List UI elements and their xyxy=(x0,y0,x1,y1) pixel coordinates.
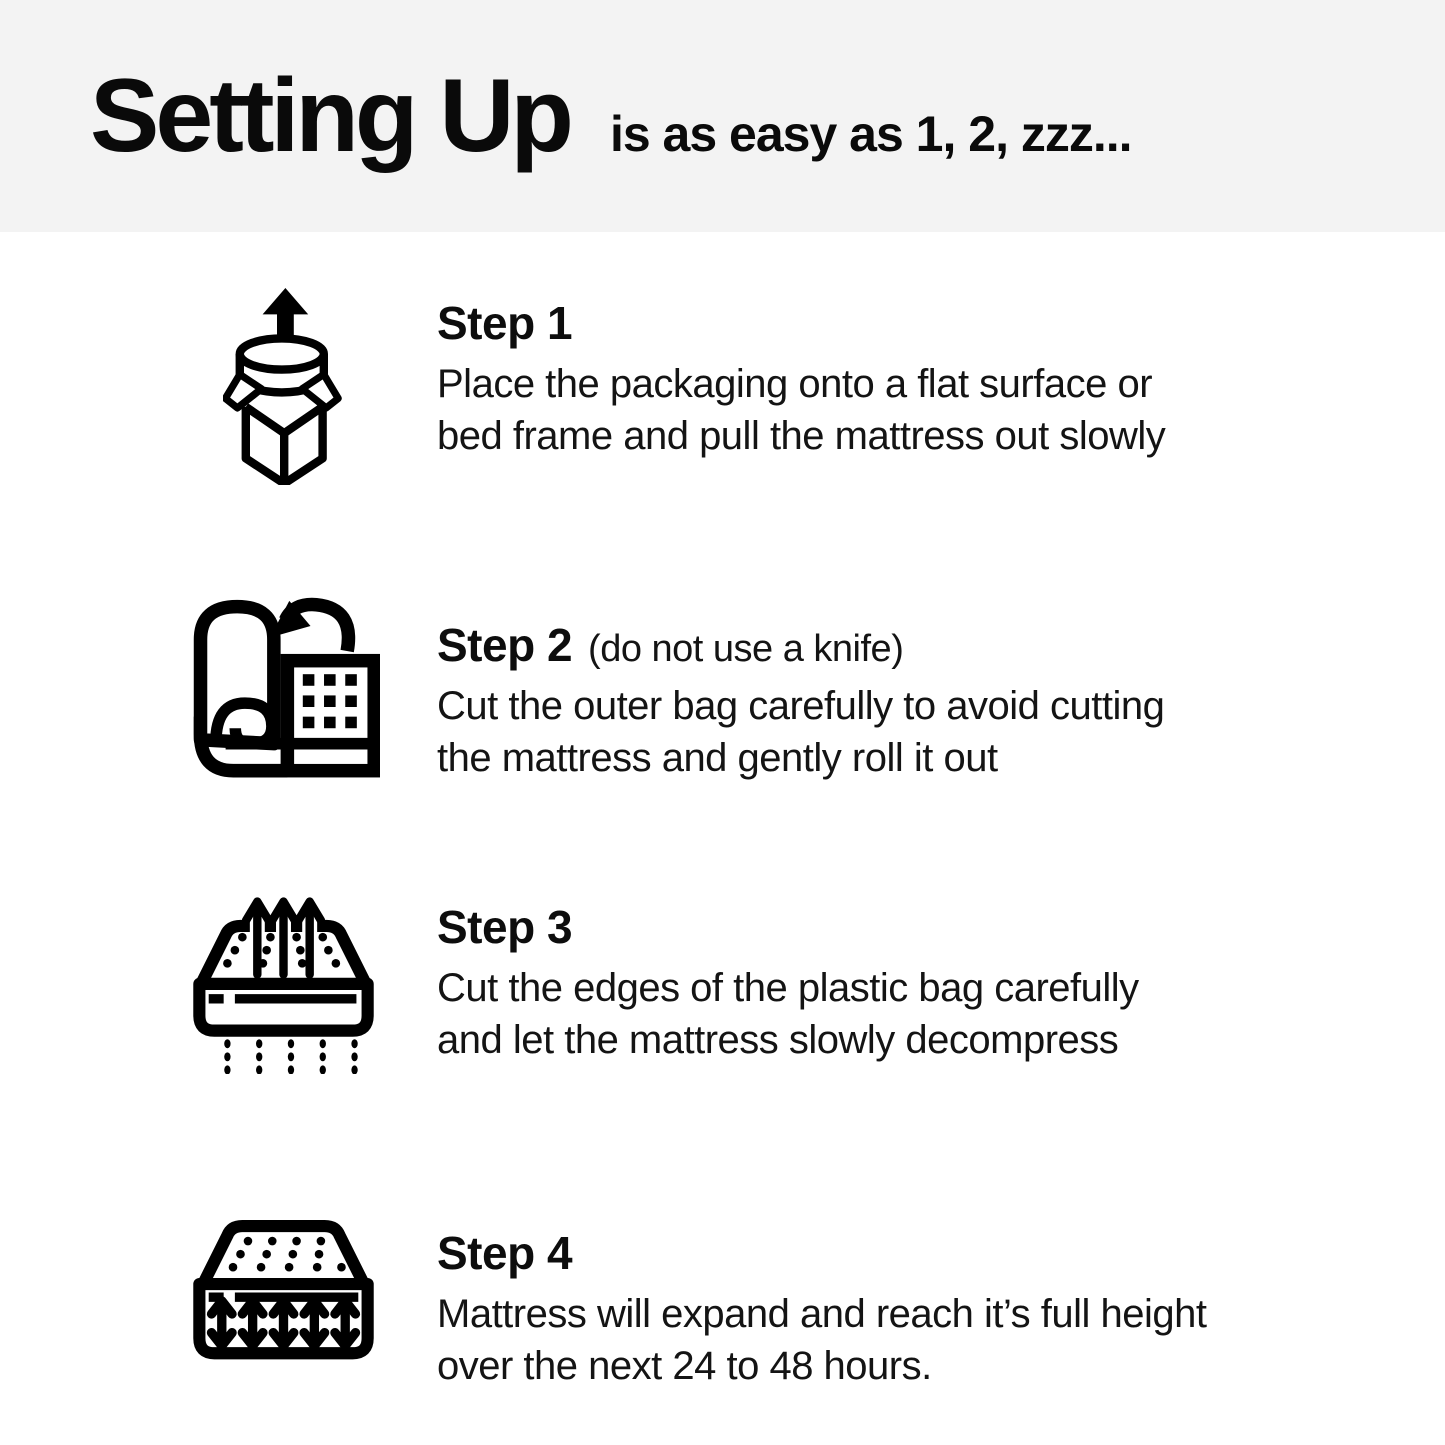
step4-text xyxy=(437,1226,1207,1392)
step3-icon-box xyxy=(190,896,377,1074)
step2-icon-box xyxy=(187,597,380,786)
step1-heading: Step 1 xyxy=(437,297,573,349)
mattress-expand-icon xyxy=(190,1213,377,1363)
header-banner xyxy=(0,0,1445,232)
step3-line2: and let the mattress slowly decompress xyxy=(437,1018,1119,1062)
step2-heading: Step 2 xyxy=(437,619,573,671)
step2-text xyxy=(437,618,1164,784)
mattress-decompress-icon xyxy=(190,896,377,1074)
step3-heading: Step 3 xyxy=(437,901,573,953)
mattress-out-of-box-icon xyxy=(223,288,343,485)
unroll-mattress-icon xyxy=(187,597,380,786)
step2-note: (do not use a knife) xyxy=(588,628,904,670)
bottom-dots xyxy=(224,1039,358,1073)
step1-line1: Place the packaging onto a flat surface or xyxy=(437,362,1153,406)
step1-description xyxy=(437,358,1165,462)
step3-text xyxy=(437,900,1139,1066)
step4-line2: over the next 24 to 48 hours. xyxy=(437,1344,932,1388)
step4-description xyxy=(437,1288,1207,1392)
step4-line1: Mattress will expand and reach it’s full height xyxy=(437,1292,1207,1336)
step1-text xyxy=(437,296,1165,462)
step2-line1: Cut the outer bag carefully to avoid cutting xyxy=(437,684,1165,728)
header-text xyxy=(90,0,1132,174)
step1-icon-box xyxy=(223,288,343,485)
step3-description xyxy=(437,962,1139,1066)
step4-icon-box xyxy=(190,1213,377,1363)
step3-line1: Cut the edges of the plastic bag carefully xyxy=(437,966,1139,1010)
step1-line2: bed frame and pull the mattress out slowly xyxy=(437,414,1166,458)
step2-line2: the mattress and gently roll it out xyxy=(437,736,998,780)
step2-description xyxy=(437,680,1164,784)
up-arrows xyxy=(246,902,321,975)
page-subtitle: is as easy as 1, 2, zzz... xyxy=(609,106,1132,162)
step4-heading: Step 4 xyxy=(437,1227,573,1279)
page-title: Setting Up xyxy=(90,58,570,174)
